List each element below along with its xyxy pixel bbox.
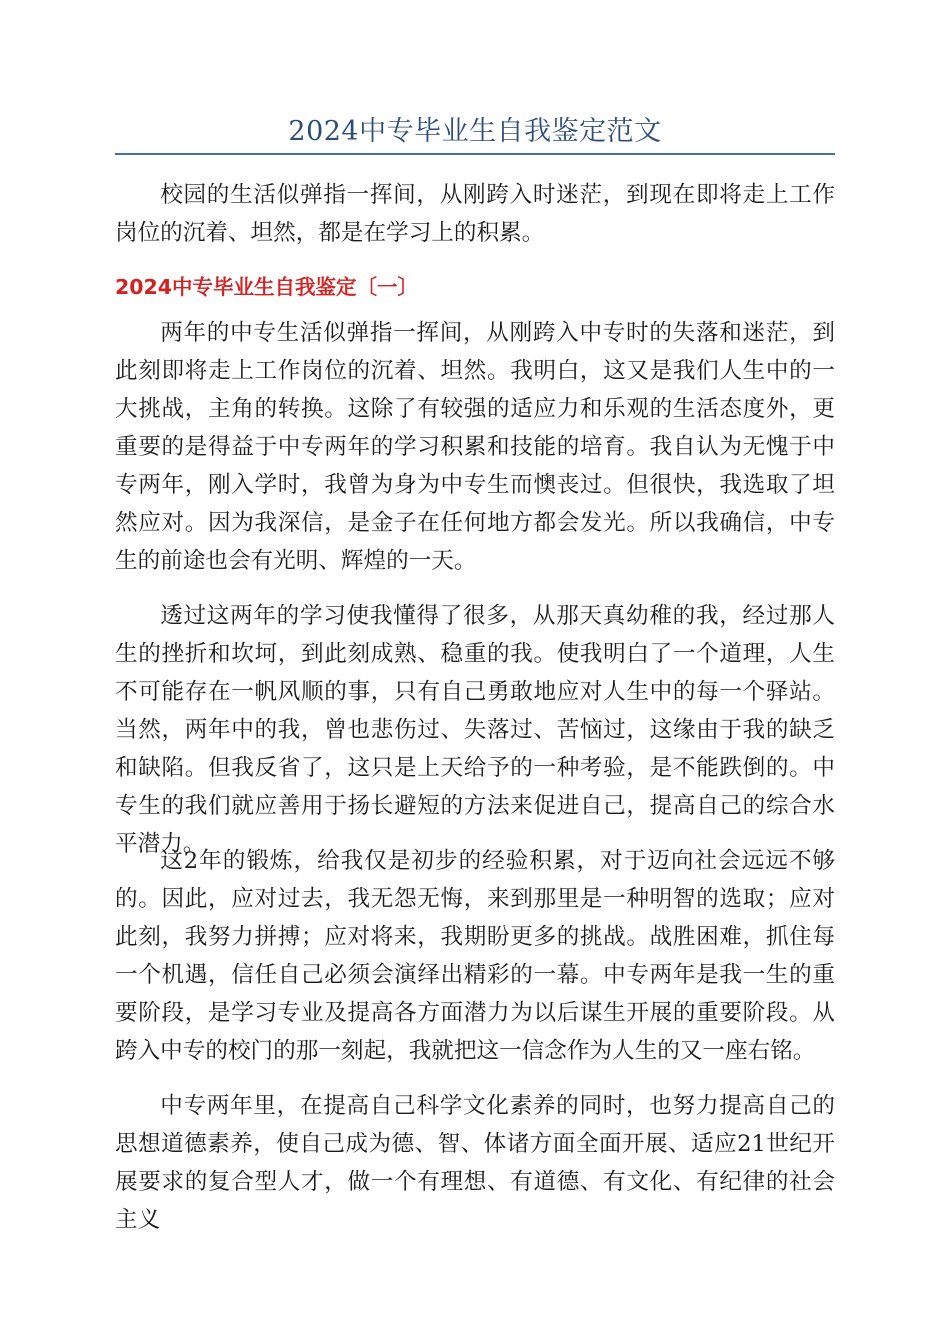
paragraph-block-4 <box>115 1087 835 1239</box>
paragraph-block-2 <box>115 597 835 863</box>
intro-block <box>115 176 835 252</box>
body-paragraph: 透过这两年的学习使我懂得了很多，从那天真幼稚的我，经过那人生的挫折和坎坷，到此刻成熟、稳重的我。使我明白了一个道理，人生不可能存在一帆风顺的事，只有自己勇敢地应对人生中的每一个驿站。当然，两年中的我，曾也悲伤过、失落过、苦恼过，这缘由于我的缺乏和缺陷。但我反省了，这只是上天给予的一种考验，是不能跌倒的。中专生的我们就应善用于扬长避短的方法来促进自己，提高自己的综合水平潜力。 <box>115 603 835 857</box>
body-paragraph: 两年的中专生活似弹指一挥间，从刚跨入中专时的失落和迷茫，到此刻即将走上工作岗位的沉着、坦然。我明白，这又是我们人生中的一大挑战，主角的转换。这除了有较强的适应力和乐观的生活态度外，更重要的是得益于中专两年的学习积累和技能的培育。我自认为无愧于中专两年，刚入学时，我曾为身为中专生而懊丧过。但很快，我选取了坦然应对。因为我深信，是金子在任何地方都会发光。所以我确信，中专生的前途也会有光明、辉煌的一天。 <box>115 320 835 574</box>
paragraph-block-1 <box>115 314 835 580</box>
section-heading: 2024中专毕业生自我鉴定〔一〕 <box>115 275 419 299</box>
title-underline <box>115 153 835 155</box>
body-paragraph: 这2年的锻炼，给我仅是初步的经验积累，对于迈向社会远远不够的。因此，应对过去，我无怨无悔，来到那里是一种明智的选取；应对此刻，我努力拼搏；应对将来，我期盼更多的挑战。战胜困难，抓住每一个机遇，信任自己必须会演绎出精彩的一幕。中专两年是我一生的重要阶段，是学习专业及提高各方面潜力为以后谋生开展的重要阶段。从跨入中专的校门的那一刻起，我就把这一信念作为人生的又一座右铭。 <box>115 848 835 1064</box>
intro-paragraph: 校园的生活似弹指一挥间，从刚跨入时迷茫，到现在即将走上工作岗位的沉着、坦然，都是在学习上的积累。 <box>115 182 835 246</box>
body-paragraph: 中专两年里，在提高自己科学文化素养的同时，也努力提高自己的思想道德素养，使自己成为德、智、体诸方面全面开展、适应21世纪开展要求的复合型人才，做一个有理想、有道德、有文化、有纪律的社会主义 <box>115 1093 835 1233</box>
document-title: 2024中专毕业生自我鉴定范文 <box>288 116 662 147</box>
paragraph-block-3 <box>115 842 835 1070</box>
